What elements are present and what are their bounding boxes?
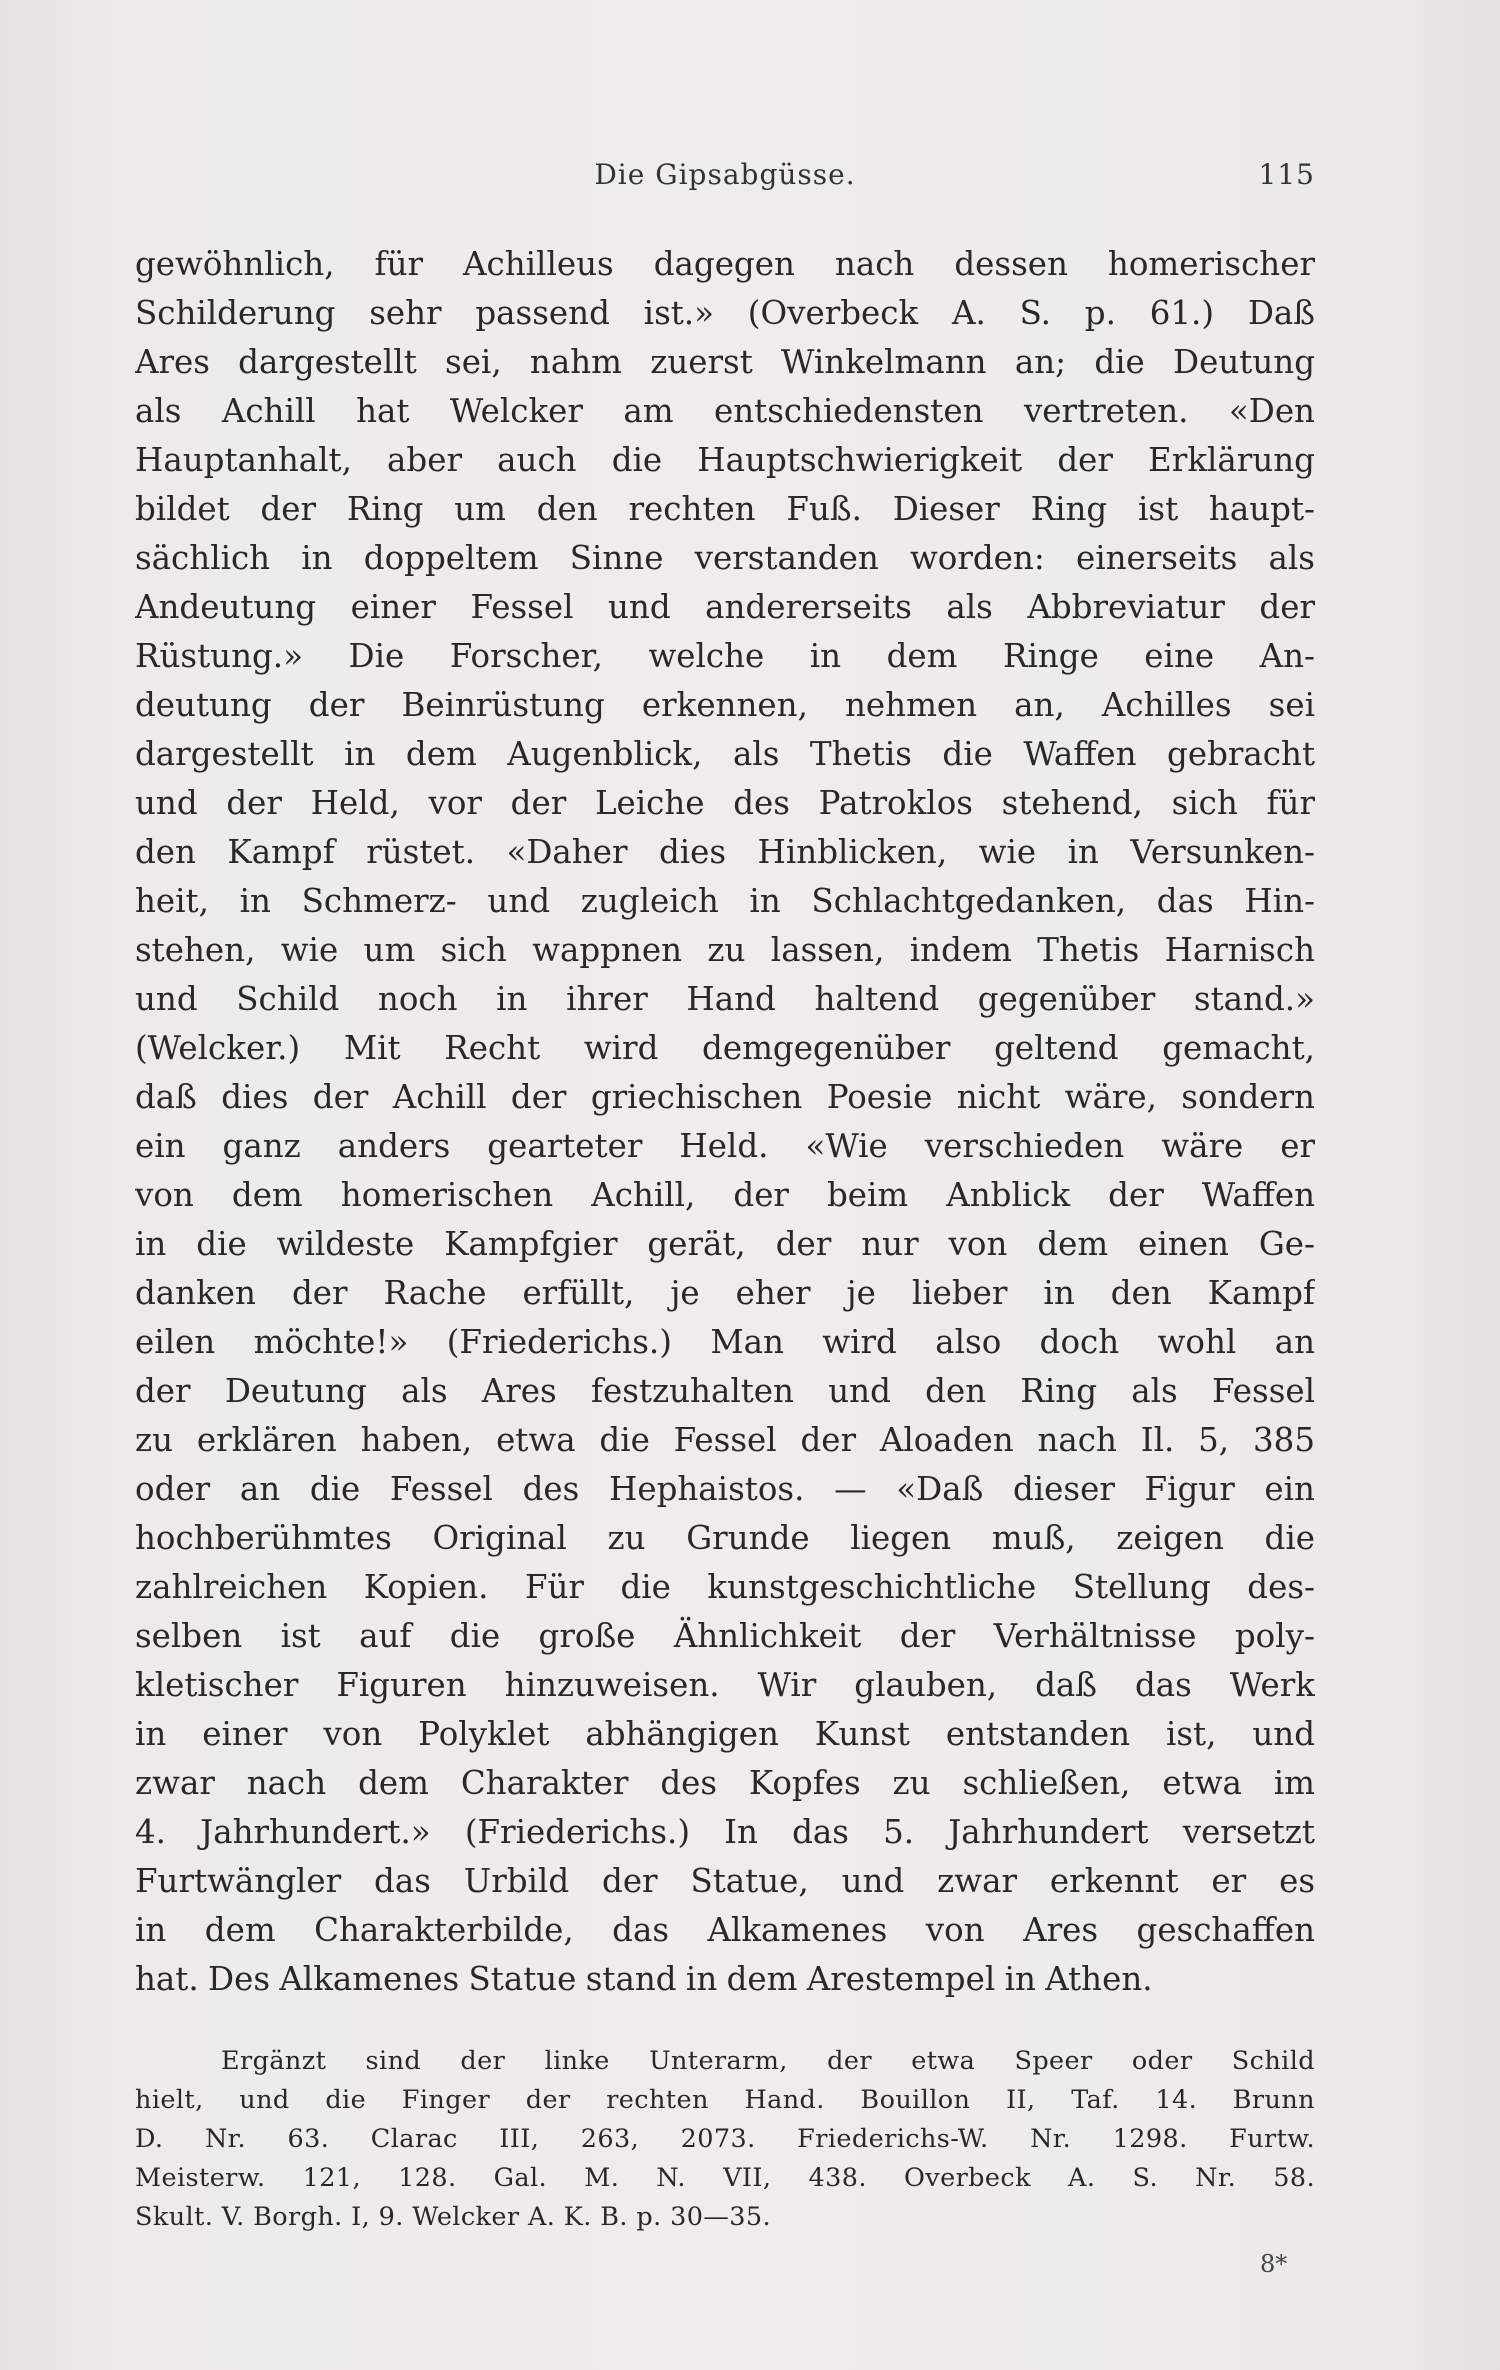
text-line: oder an die Fessel des Hephaistos. — «Daß dieser Figur ein bbox=[135, 1470, 1315, 1508]
text-line: Schilderung sehr passend ist.» (Overbeck A. S. p. 61.) Daß bbox=[135, 294, 1315, 332]
text-line: eilen möchte!» (Friederichs.) Man wird also doch wohl an bbox=[135, 1323, 1315, 1361]
text-line: danken der Rache erfüllt, je eher je lieber in den Kampf bbox=[135, 1274, 1315, 1312]
text-line: gewöhnlich, für Achilleus dagegen nach dessen homerischer bbox=[135, 245, 1315, 283]
text-line: in einer von Polyklet abhängigen Kunst entstanden ist, und bbox=[135, 1715, 1315, 1753]
main-text bbox=[135, 240, 1315, 2004]
page-header bbox=[135, 158, 1315, 198]
text-line: den Kampf rüstet. «Daher dies Hinblicken, wie in Versunken- bbox=[135, 833, 1315, 871]
text-line: bildet der Ring um den rechten Fuß. Dieser Ring ist haupt- bbox=[135, 490, 1315, 528]
text-line: zwar nach dem Charakter des Kopfes zu schließen, etwa im bbox=[135, 1764, 1315, 1802]
text-line: der Deutung als Ares festzuhalten und den Ring als Fessel bbox=[135, 1372, 1315, 1410]
footnote bbox=[135, 2042, 1315, 2237]
running-head: Die Gipsabgüsse. bbox=[594, 158, 856, 191]
text-line: Ares dargestellt sei, nahm zuerst Winkelmann an; die Deutung bbox=[135, 343, 1315, 381]
footnote-line: Ergänzt sind der linke Unterarm, der etwa Speer oder Schild bbox=[221, 2046, 1315, 2076]
text-line: Hauptanhalt, aber auch die Hauptschwierigkeit der Erklärung bbox=[135, 441, 1315, 479]
text-line: deutung der Beinrüstung erkennen, nehmen an, Achilles sei bbox=[135, 686, 1315, 724]
text-line: (Welcker.) Mit Recht wird demgegenüber geltend gemacht, bbox=[135, 1029, 1315, 1067]
text-line: in dem Charakterbilde, das Alkamenes von Ares geschaffen bbox=[135, 1911, 1315, 1949]
text-line: kletischer Figuren hinzuweisen. Wir glauben, daß das Werk bbox=[135, 1666, 1315, 1704]
text-line: daß dies der Achill der griechischen Poesie nicht wäre, sondern bbox=[135, 1078, 1315, 1116]
text-line: selben ist auf die große Ähnlichkeit der Verhältnisse poly- bbox=[135, 1617, 1315, 1655]
footnote-line: D. Nr. 63. Clarac III, 263, 2073. Friederichs-W. Nr. 1298. Furtw. bbox=[135, 2124, 1315, 2154]
text-line: und Schild noch in ihrer Hand haltend gegenüber stand.» bbox=[135, 980, 1315, 1018]
footnote-line: hielt, und die Finger der rechten Hand. Bouillon II, Taf. 14. Brunn bbox=[135, 2085, 1315, 2115]
footnote-line: Meisterw. 121, 128. Gal. M. N. VII, 438. Overbeck A. S. Nr. 58. bbox=[135, 2163, 1315, 2193]
page-number: 115 bbox=[1258, 158, 1315, 191]
text-line: Rüstung.» Die Forscher, welche in dem Ringe eine An- bbox=[135, 637, 1315, 675]
text-line: heit, in Schmerz- und zugleich in Schlachtgedanken, das Hin- bbox=[135, 882, 1315, 920]
text-line: von dem homerischen Achill, der beim Anblick der Waffen bbox=[135, 1176, 1315, 1214]
text-line: dargestellt in dem Augenblick, als Thetis die Waffen gebracht bbox=[135, 735, 1315, 773]
text-line: und der Held, vor der Leiche des Patroklos stehend, sich für bbox=[135, 784, 1315, 822]
text-line: ein ganz anders gearteter Held. «Wie verschieden wäre er bbox=[135, 1127, 1315, 1165]
text-line: 4. Jahrhundert.» (Friederichs.) In das 5. Jahrhundert versetzt bbox=[135, 1813, 1315, 1851]
text-line: stehen, wie um sich wappnen zu lassen, indem Thetis Harnisch bbox=[135, 931, 1315, 969]
text-line: hochberühmtes Original zu Grunde liegen muß, zeigen die bbox=[135, 1519, 1315, 1557]
text-line: als Achill hat Welcker am entschiedensten vertreten. «Den bbox=[135, 392, 1315, 430]
text-line: sächlich in doppeltem Sinne verstanden worden: einerseits als bbox=[135, 539, 1315, 577]
text-line: Furtwängler das Urbild der Statue, und zwar erkennt er es bbox=[135, 1862, 1315, 1900]
text-line: zu erklären haben, etwa die Fessel der Aloaden nach Il. 5, 385 bbox=[135, 1421, 1315, 1459]
text-line: hat. Des Alkamenes Statue stand in dem Arestempel in Athen. bbox=[135, 1960, 1153, 1998]
text-line: in die wildeste Kampfgier gerät, der nur von dem einen Ge- bbox=[135, 1225, 1315, 1263]
text-line: Andeutung einer Fessel und andererseits als Abbreviatur der bbox=[135, 588, 1315, 626]
signature-mark: 8* bbox=[1260, 2250, 1288, 2278]
footnote-line: Skult. V. Borgh. I, 9. Welcker A. K. B. p. 30—35. bbox=[135, 2202, 772, 2232]
text-line: zahlreichen Kopien. Für die kunstgeschichtliche Stellung des- bbox=[135, 1568, 1315, 1606]
